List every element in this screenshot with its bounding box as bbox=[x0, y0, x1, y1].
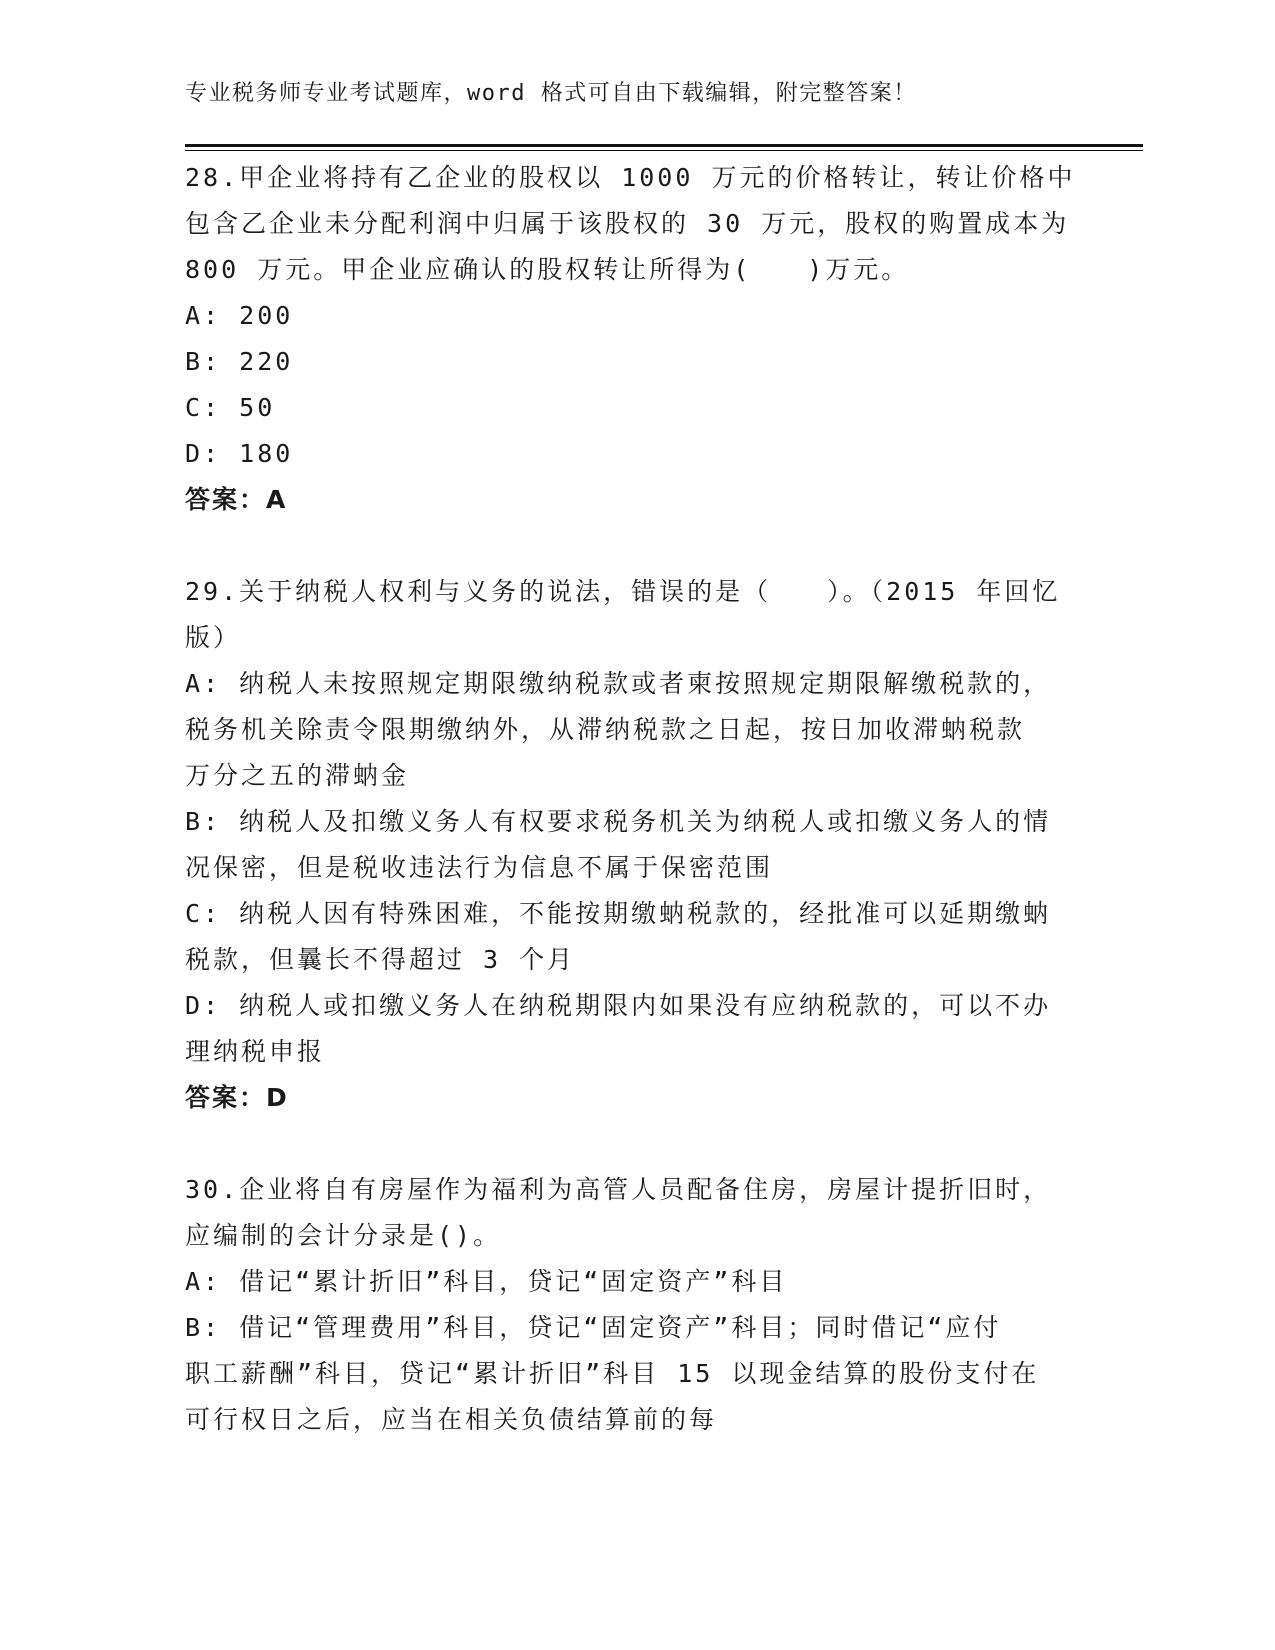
question-stem-line: 包含乙企业未分配利润中归属于该股权的 30 万元，股权的购置成本为 bbox=[185, 209, 1070, 238]
option-a-continued: 税务机关除责令限期缴纳外，从滞纳税款之日起，按日加收滞蚋税款 bbox=[185, 715, 1026, 744]
option-b-continued: 可行权日之后，应当在相关负债结算前的每 bbox=[185, 1405, 718, 1434]
question-spacer bbox=[185, 523, 1085, 569]
question-stem-line: 29.关于纳税人权利与义务的说法，错误的是（ ）。（2015 年回忆 bbox=[185, 577, 1061, 606]
question-stem-line: 28.甲企业将持有乙企业的股权以 1000 万元的价格转让，转让价格中 bbox=[185, 163, 1076, 192]
option-b: B: 220 bbox=[185, 347, 294, 376]
option-a: A: 200 bbox=[185, 301, 294, 330]
header-rule-thick bbox=[185, 144, 1143, 147]
option-b-continued: 职工薪酬”科目，贷记“累计折旧”科目 15 以现金结算的股份支付在 bbox=[185, 1359, 1040, 1388]
option-b: B: 纳税人及扣缴义务人有权要求税务机关为纳税人或扣缴义务人的情 bbox=[185, 807, 1052, 836]
option-a-continued: 万分之五的滞蚋金 bbox=[185, 761, 410, 790]
question-spacer bbox=[185, 1121, 1085, 1167]
option-d: D: 180 bbox=[185, 439, 294, 468]
option-d: D: 纳税人或扣缴义务人在纳税期限内如果没有应纳税款的，可以不办 bbox=[185, 991, 1052, 1020]
question-stem-line: 版） bbox=[185, 623, 242, 652]
answer-label: 答案：D bbox=[185, 1083, 289, 1112]
question-stem-line: 应编制的会计分录是()。 bbox=[185, 1221, 502, 1250]
option-b: B: 借记“管理费用”科目，贷记“固定资产”科目；同时借记“应付 bbox=[185, 1313, 1002, 1342]
header-rule-thin bbox=[185, 150, 1143, 151]
option-a: A: 纳税人未按照规定期限缴纳税款或者柬按照规定期限解缴税款的， bbox=[185, 669, 1052, 698]
question-28 bbox=[185, 155, 1085, 523]
option-b-continued: 况保密，但是税收违法行为信息不属于保密范围 bbox=[185, 853, 774, 882]
option-c-continued: 税款，但曩长不得超过 3 个月 bbox=[185, 945, 576, 974]
question-stem-line: 800 万元。甲企业应确认的股权转让所得为( )万元。 bbox=[185, 255, 910, 284]
answer-label: 答案：A bbox=[185, 485, 288, 514]
question-list bbox=[185, 155, 1085, 1443]
option-d-continued: 理纳税申报 bbox=[185, 1037, 326, 1066]
option-a: A: 借记“累计折旧”科目，贷记“固定资产”科目 bbox=[185, 1267, 788, 1296]
question-29 bbox=[185, 569, 1085, 1121]
option-c: C: 50 bbox=[185, 393, 276, 422]
question-30 bbox=[185, 1167, 1085, 1443]
option-c: C: 纳税人因有特殊困难，不能按期缴蚋税款的，经批准可以延期缴蚋 bbox=[185, 899, 1052, 928]
question-stem-line: 30.企业将自有房屋作为福利为高管人员配备住房，房屋计提折旧时， bbox=[185, 1175, 1052, 1204]
page-header: 专业税务师专业考试题库，word 格式可自由下载编辑，附完整答案！ bbox=[185, 81, 917, 106]
